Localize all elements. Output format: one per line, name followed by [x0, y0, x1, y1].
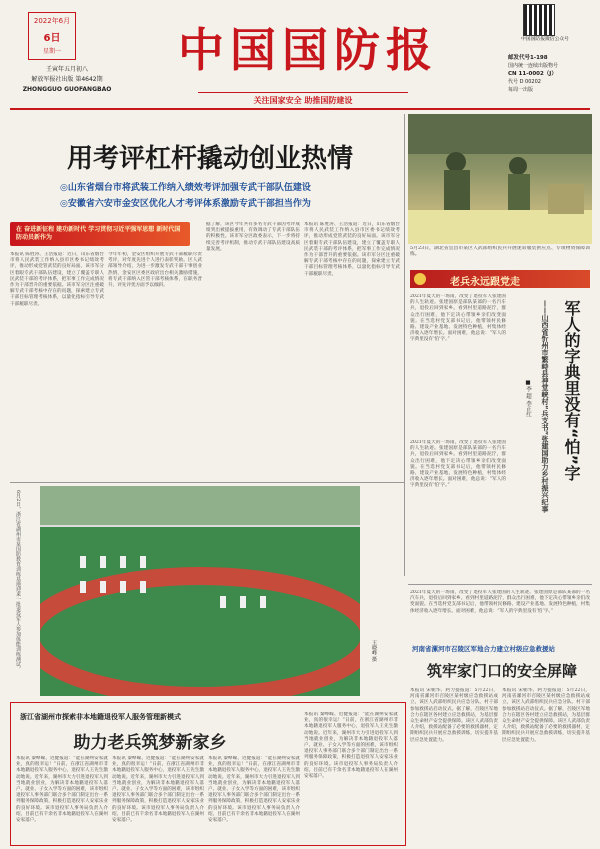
top-right-photo-caption: 5月23日，湖北省宜昌市某区人武部组织民兵开展迷彩服装供应点、专项物资保障训练。 [410, 246, 590, 258]
lead-body-col-3: 据了解，该区今年共有多名专武干部因考评成绩突出被提拔重用，有效调动了专武干部队伍的积极性。该市军分区政委表示，下一步将持续完善考评机制，推动专武干部队伍建设高质量发展。 [206, 222, 300, 252]
right-bottom-headline: 筑牢家门口的安全屏障 [426, 662, 577, 680]
center-photo [40, 486, 360, 696]
masthead-pinyin: ZHONGGUO GUOFANGBAO [22, 86, 112, 93]
code-number: 代号 D 00202 [508, 79, 541, 85]
qr-code-icon [523, 4, 555, 36]
bottom-left-body-4: 本报讯 秦峥嵘、迟健报道：“能在湖州安家就业，真的很幸运！”日前，在浙江省湖州市非本地籍退役军人服务中心，退役军人王先生激动地说。近年来，湖州市大力引进退役军人到当地就业创业，为解决非本地籍退役军人落户、就业、子女入学等方面的困难，该市组织退役军人事务部门联合多个部门制定出台一系列服务保障政策，积极打造退役军人安家乐业的良好环境。该市退役军人事务局负责人介绍，目前已有千余名非本地籍退役军人在湖州安家落户。 [304, 712, 398, 780]
right-bottom-kicker: 河南省漯河市召陵区军地合力建立村级应急救援站 [412, 645, 555, 653]
bottom-left-body-3: 本报讯 秦峥嵘、迟健报道：“能在湖州安家就业，真的很幸运！”日前，在浙江省湖州市非本地籍退役军人服务中心，退役军人王先生激动地说。近年来，湖州市大力引进退役军人到当地就业创业，为解决非本地籍退役军人落户、就业、子女入学等方面的困难，该市组织退役军人事务部门联合多个部门制定出台一系列服务保障政策，积极打造退役军人安家乐业的良好环境。该市退役军人事务局负责人介绍，目前已有千余名非本地籍退役军人在湖州安家落户。 [208, 756, 300, 824]
right-bottom-body-1: 本报讯 宋朝华、阿力提报道：5月22日，河南省漯河市召陵区某村级应急救援站成立，该区人武部组织民兵应急分队、村干部参加救援站启动仪式。据了解，召陵区军地合力在辖区各村建立应急救援站，为基层群众生命财产安全提供保障。该区人武部负责人介绍，救援站配备了必要的救援器材，定期组织民兵开展应急救援训练，切实提升基层应急处置能力。 [410, 688, 498, 743]
publication-number-label: 国内统一连续出版物号 [508, 63, 559, 69]
lunar-date: 壬寅年五月初八 [45, 66, 88, 73]
wechat-label: 中国国防报微信公众号 [521, 37, 569, 42]
bottom-left-headline: 助力老兵筑梦新家乡 [73, 733, 227, 753]
top-right-photo [408, 114, 592, 244]
lead-headline: 用考评杠杆撬动创业热情 [66, 144, 353, 174]
masthead-title: 中国国防报 [178, 23, 438, 77]
photo-top-rule [10, 482, 404, 483]
masthead [0, 0, 600, 104]
masthead-slogan: 关注国家安全 助推国防建设 [253, 96, 353, 105]
column-tag [410, 270, 590, 288]
bottom-left-body-2: 本报讯 秦峥嵘、迟健报道：“能在湖州安家就业，真的很幸运！”日前，在浙江省湖州市非本地籍退役军人服务中心，退役军人王先生激动地说。近年来，湖州市大力引进退役军人到当地就业创业，为解决非本地籍退役军人落户、就业、子女入学等方面的困难，该市组织退役军人事务部门联合多个部门制定出台一系列服务保障政策，积极打造退役军人安家乐业的良好环境。该市退役军人事务局负责人介绍，目前已有千余名非本地籍退役军人在湖州安家落户。 [112, 756, 204, 824]
issue-number: 解放军报社出版 第4642期 [31, 76, 103, 83]
right-bottom-body-2: 本报讯 宋朝华、阿力提报道：5月22日，河南省漯河市召陵区某村级应急救援站成立，该区人武部组织民兵应急分队、村干部参加救援站启动仪式。据了解，召陵区军地合力在辖区各村建立应急救援站，为基层群众生命财产安全提供保障。该区人武部负责人介绍，救援站配备了必要的救援器材，定期组织民兵开展应急救援训练，切实提升基层应急处置能力。 [502, 688, 590, 743]
bottom-left-body-1: 本报讯 秦峥嵘、迟健报道：“能在湖州安家就业，真的很幸运！”日前，在浙江省湖州市非本地籍退役军人服务中心，退役军人王先生激动地说。近年来，湖州市大力引进退役军人到当地就业创业，为解决非本地籍退役军人落户、就业、子女入学等方面的困难，该市组织退役军人事务部门联合多个部门制定出台一系列服务保障政策，积极打造退役军人安家乐业的良好环境。该市退役军人事务局负责人介绍，目前已有千余名非本地籍退役军人在湖州安家落户。 [16, 756, 108, 824]
lead-body-col-1: 本报讯 陈胜涛、王浩报道：近日，山东省烟台市将人民武装工作纳入县市区委书记绩效考评，推动形成党管武装的良好局面。该市军分区着眼专武干部队伍建设，建立了覆盖专职人民武装干部的考评体系，把军事工作完成情况作为干部晋升的重要依据。该市军分区注重破解专武干部考核中存在的问题，探索建立专武干部目标管理考核体系，以量化指标引导专武干部履职尽责。 [10, 252, 104, 307]
right-article-byline: ■李 超 李正红 [525, 380, 531, 417]
lower-right-rule [408, 584, 592, 585]
center-photo-caption: 6月2日，浙江省湖州市某国防教育训练基地迎来一批退役军人参加体能训练测试。 [15, 490, 21, 672]
lead-subhead-1: ◎山东省烟台市将武装工作纳入绩效考评加强专武干部队伍建设 [60, 183, 311, 193]
party-emblem-icon [414, 273, 426, 285]
right-article-body-2: 2021年夏天的一场雨，改变了退役军人张建国的人生轨迹。张建国原是部队某部的一名汽车兵，退役后回到家乡。看到村里道路泥泞，群众出行困难，他下定决心带领乡亲们改变面貌。在当选村党支部书记后，他带领村民修路、建设产业基地、发展特色种植，村集体经济收入逐年增长。面对困难，他总说：“军人的字典里没有‘怕’字。” [410, 440, 506, 489]
publish-schedule: 每周一出版 [508, 87, 534, 93]
column-tag-text: 老兵永远跟党走 [450, 277, 520, 288]
postcode: 邮发代号1-198 [508, 55, 548, 61]
center-photo-svg [40, 486, 360, 696]
center-photo-credit: 王晓峰 摄 [371, 640, 377, 662]
theme-banner [10, 222, 190, 246]
bottom-left-kicker: 浙江省湖州市探索非本地籍退役军人服务管理新模式 [20, 713, 181, 721]
date-weekday: 星期一 [42, 48, 61, 55]
masthead-rule [10, 108, 590, 110]
theme-banner-text: 在 奋进新征程 建功新时代 学习贯彻习近平强军思想 新时代国防动员新作为 [16, 226, 181, 241]
lead-body-col-2: 今年年初，金安区组织开展专武干部履职尽责考评，对年度先进个人进行表彰奖励。区人武部领导介绍，为进一步激发专武干部干事创业热情，金安区区委区政府出台相关激励措施，将专武干部纳入区管干部考核体系，在职务晋升、评先评优方面予以倾斜。 [108, 252, 202, 289]
right-article-continued: 2021年夏天的一场雨，改变了退役军人张建国的人生轨迹。张建国原是部队某部的一名汽车兵，退役后回到家乡。看到村里道路泥泞，群众出行困难，他下定决心带领乡亲们改变面貌。在当选村党支部书记后，他带领村民修路、建设产业基地、发展特色种植，村集体经济收入逐年增长。面对困难，他总说：“军人的字典里没有‘怕’字。” [410, 590, 590, 614]
right-article-subhead: ——山西省忻州市繁峙县神堂峡村“兵支书”张建国助力乡村振兴纪事 [541, 300, 549, 513]
date-year-month: 2022年6月 [33, 17, 71, 25]
top-right-photo-svg [408, 114, 592, 244]
cn-number: CN 11-0002（J） [508, 71, 557, 77]
masthead-slogan-bar [198, 92, 408, 93]
lead-body-col-4: 本报讯 陈胜涛、王浩报道：近日，山东省烟台市将人民武装工作纳入县市区委书记绩效考评，推动形成党管武装的良好局面。该市军分区着眼专武干部队伍建设，建立了覆盖专职人民武装干部的考评体系，把军事工作完成情况作为干部晋升的重要依据。该市军分区注重破解专武干部考核中存在的问题，探索建立专武干部目标管理考核体系，以量化指标引导专武干部履职尽责。 [304, 222, 400, 277]
date-day: 6日 [43, 33, 61, 44]
right-column-divider [404, 114, 405, 576]
lead-subhead-2: ◎安徽省六安市金安区优化人才考评体系激励专武干部担当作为 [60, 199, 311, 209]
right-article-headline: 军人的字典里没有“怕”字 [562, 300, 581, 482]
date-box [28, 12, 76, 60]
right-article-body-1: 2021年夏天的一场雨，改变了退役军人张建国的人生轨迹。张建国原是部队某部的一名汽车兵，退役后回到家乡。看到村里道路泥泞，群众出行困难，他下定决心带领乡亲们改变面貌。在当选村党支部书记后，他带领村民修路、建设产业基地、发展特色种植，村集体经济收入逐年增长。面对困难，他总说：“军人的字典里没有‘怕’字。” [410, 294, 506, 343]
